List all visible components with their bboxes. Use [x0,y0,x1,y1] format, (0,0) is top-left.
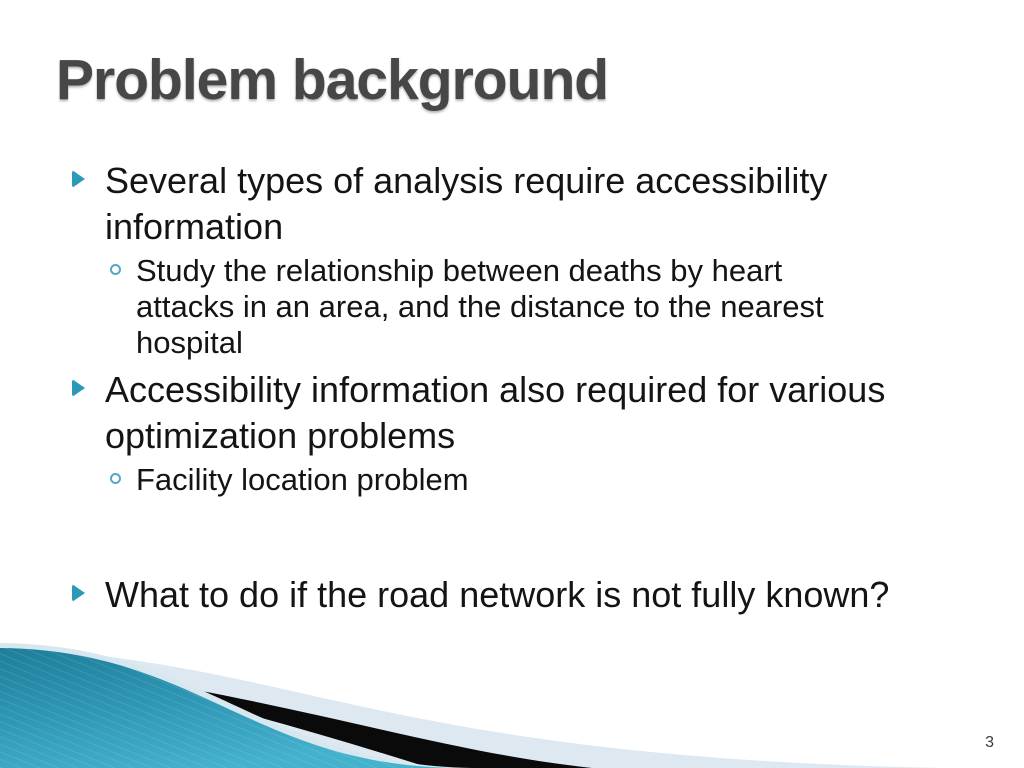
bullet-arrow-icon [72,584,85,602]
page-number: 3 [985,734,994,751]
bullet-text: What to do if the road network is not fully known? [105,573,890,615]
pale-wedge [0,648,940,768]
decorative-swoosh [0,638,1024,768]
bullet-text: Study the relationship between deaths by heart attacks in an area, and the distance to the nearest hospital [136,252,824,360]
bullet-text: Accessibility information also required for various optimization problems [105,368,886,456]
teal-wedge [0,648,458,768]
teal-wedge-texture [0,648,458,768]
bullet-circle-icon [110,473,121,484]
sub-bullet-item [108,462,968,498]
bullet-item [70,158,968,250]
slide-title: Problem background [56,48,609,112]
black-stripe [52,665,592,768]
bullet-arrow-icon [72,379,85,397]
bullet-text: Facility location problem [136,461,469,497]
teal-wedge-light-edge [0,643,472,768]
bullet-circle-icon [110,264,121,275]
sub-bullet-item [108,253,968,361]
bullet-text: Several types of analysis require accessibility information [105,159,828,247]
bullet-item [70,572,968,618]
bullet-list [70,158,968,618]
bullet-arrow-icon [72,170,85,188]
bullet-item [70,367,968,459]
